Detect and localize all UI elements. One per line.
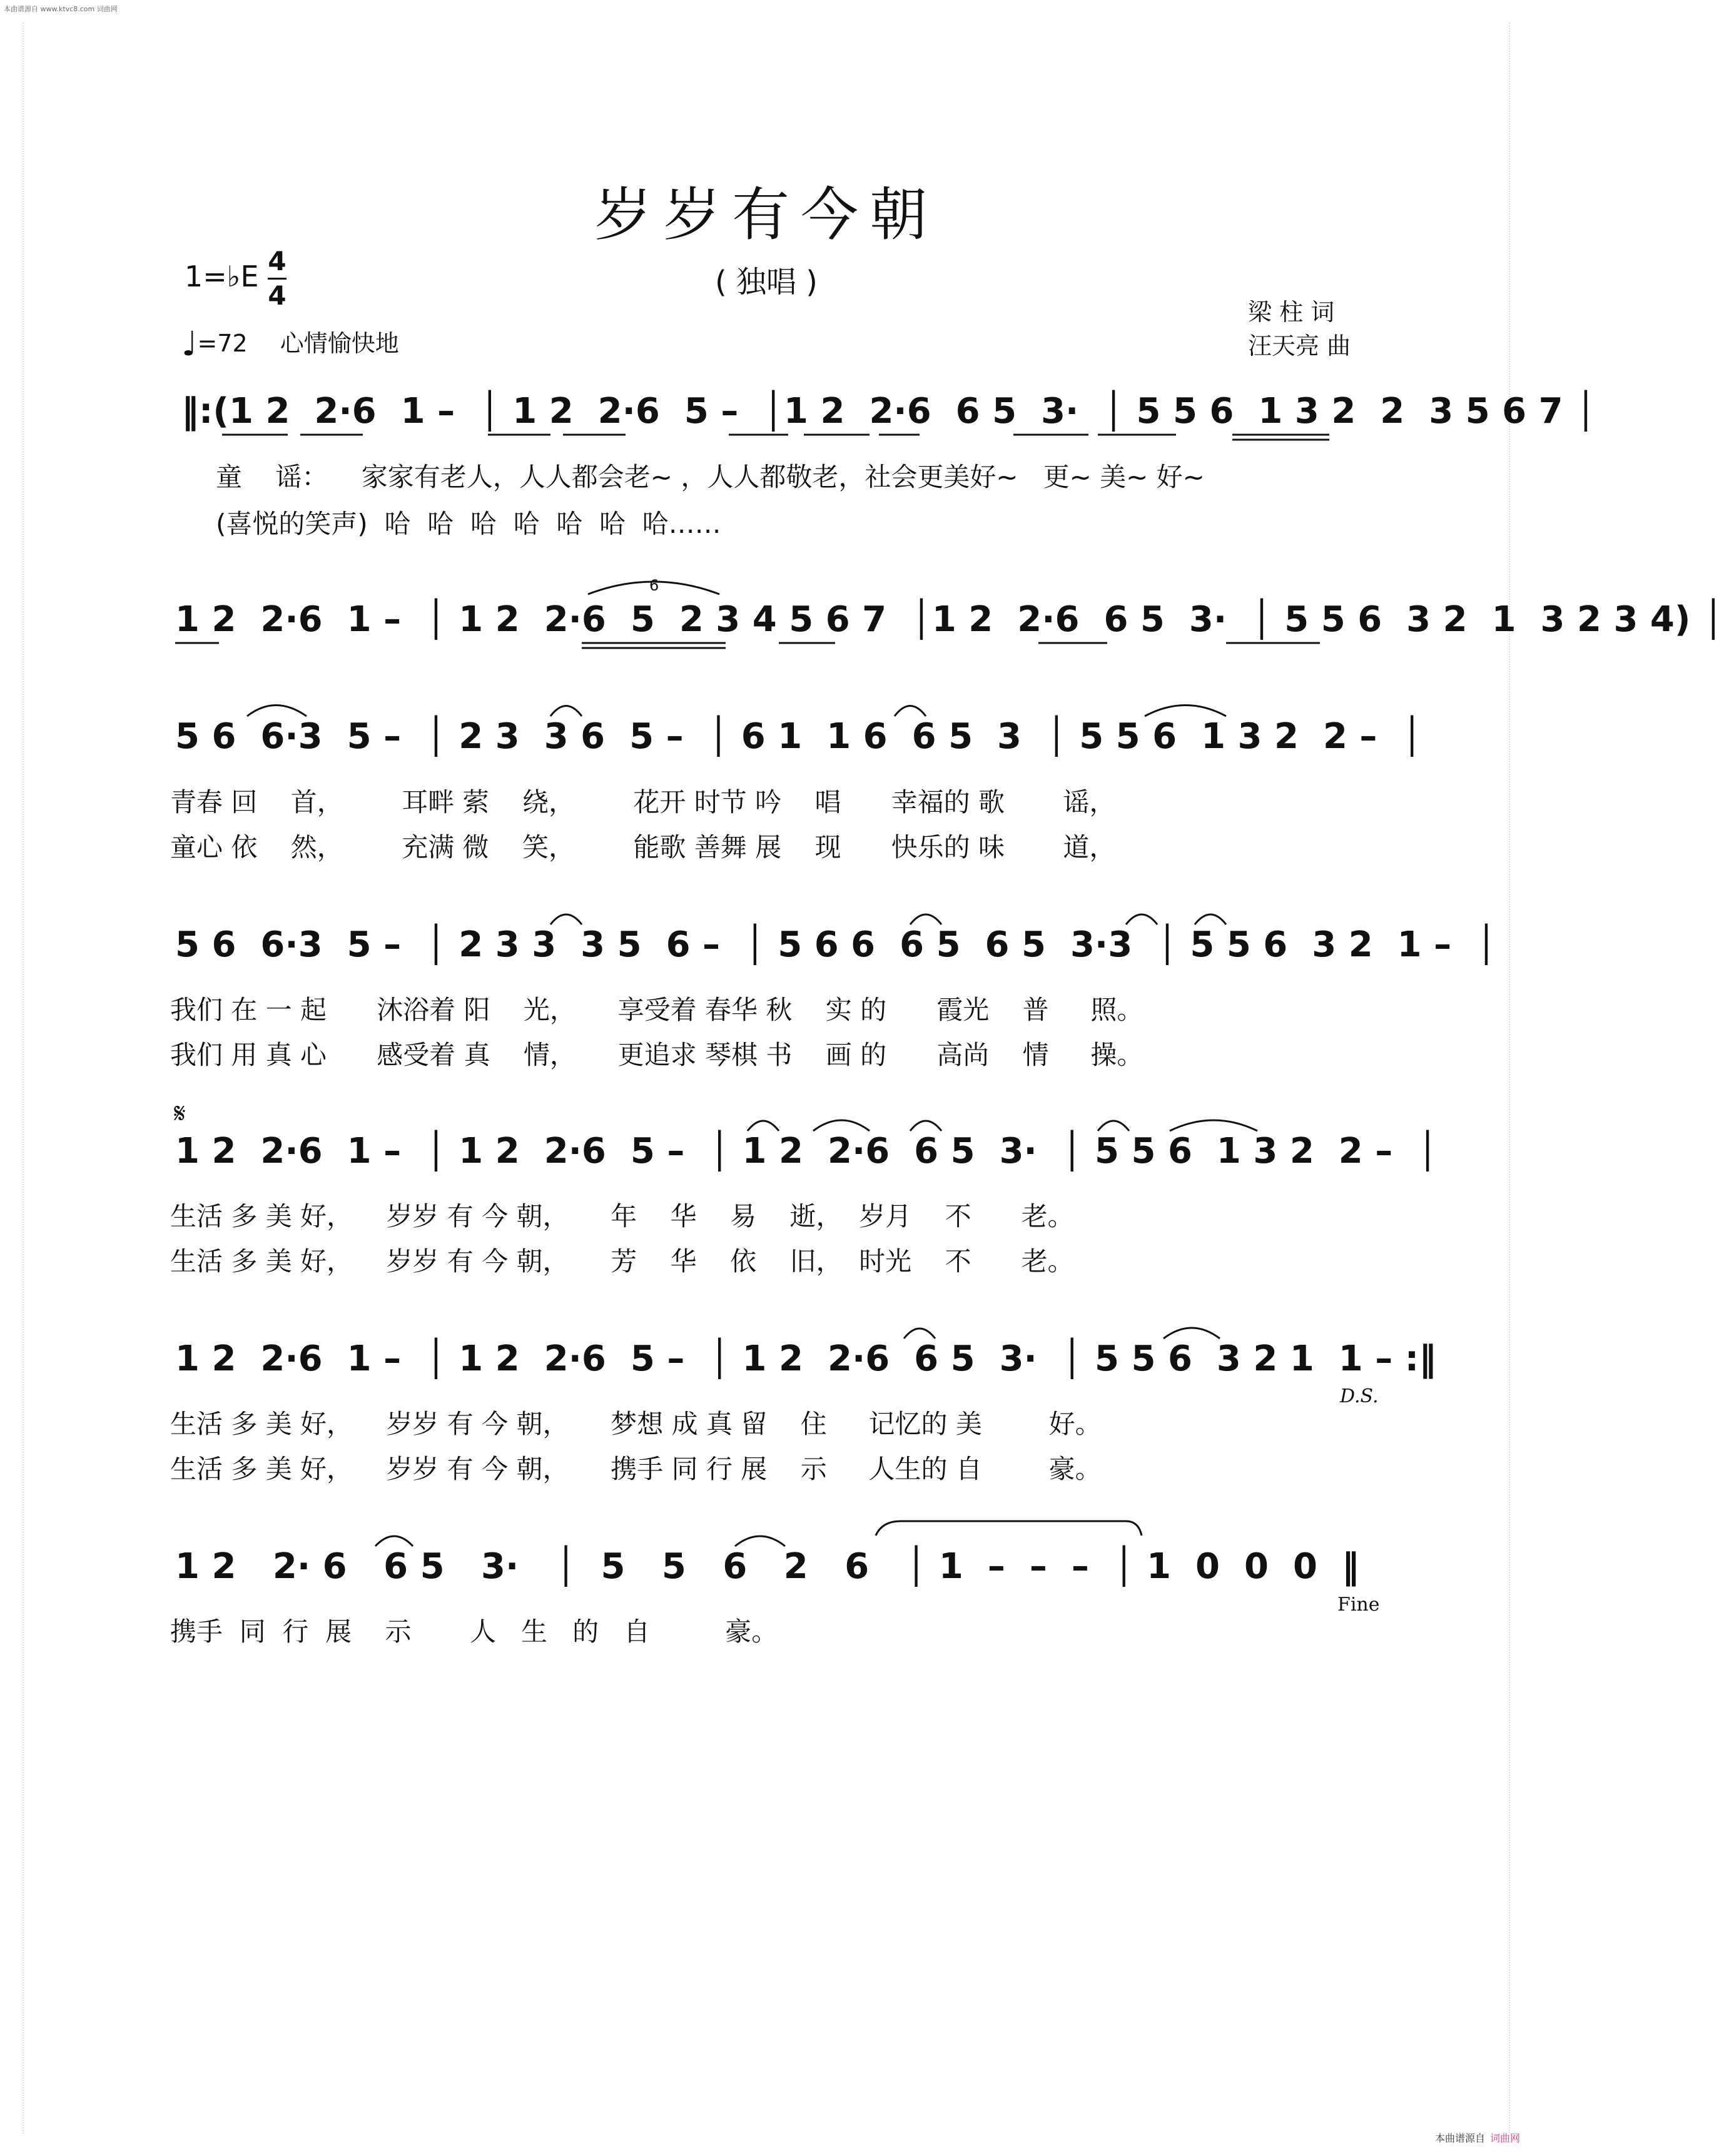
composer: 汪天亮 曲 [1248,332,1351,360]
expression-text: 心情愉快地 [280,330,399,357]
time-signature-top: 4 [268,246,286,276]
system-7-notes: 1 2 2· 6 6 5 3· │ 5 5 6 2 6 │ 1 – – – │ 1 0 0 0 ‖ [175,1546,1359,1587]
system-3-lyric-1: 青春 回 首， 耳畔 萦 绕， 花开 时节 吟 唱 幸福的 歌 谣， [170,787,1116,817]
system-3-notes: 5 6 6·3 5 – │ 2 3 3 6 5 – │ 6 1 1 6 6 5 3 │ 5 5 6 1 3 2 2 – │ [175,716,1423,757]
system-3-lyric-2: 童心 依 然， 充满 微 笑， 能歌 善舞 展 现 快乐的 味 道， [170,832,1116,863]
system-1-lyric-1: 童 谣： 家家有老人，人人都会老~ ，人人都敬老，社会更美好~ 更~ 美~ 好~ [216,462,1205,492]
system-1-notes: ‖:(1 2 2·6 1 – │ 1 2 2·6 5 – │1 2 2·6 6 5 3· │ 5 5 6 1 3 2 2 3 5 6 7 │ [181,391,1596,432]
system-1-lyric-2: (喜悦的笑声) 哈 哈 哈 哈 哈 哈 哈…… [216,509,721,539]
system-6-lyric-1: 生活 多 美 好， 岁岁 有 今 朝， 梦想 成 真 留 住 记忆的 美 好。 [170,1409,1102,1439]
lyricist: 梁 柱 词 [1248,298,1335,326]
song-subtitle: ( 独唱 ) [715,265,818,300]
song-title: 岁岁有今朝 [594,181,938,248]
tuplet-number: 6 [649,577,659,594]
system-2-notes: 1 2 2·6 1 – │ 1 2 2·6 5 2 3 4 5 6 7 │1 2 2·6 6 5 3· │ 5 5 6 3 2 1 3 2 3 4) │ [175,599,1724,640]
system-4-notes: 5 6 6·3 5 – │ 2 3 3 3 5 6 – │ 5 6 6 6 5 6 5 3·3 │ 5 5 6 3 2 1 – │ [175,924,1497,965]
system-5-notes: 1 2 2·6 1 – │ 1 2 2·6 5 – │ 1 2 2·6 6 5 3· │ 5 5 6 1 3 2 2 – │ [175,1131,1438,1172]
tempo-value: =72 [197,330,248,357]
system-5-lyric-1: 生活 多 美 好， 岁岁 有 今 朝， 年 华 易 逝， 岁月 不 老。 [170,1201,1074,1232]
quarter-note-icon: ♩ [181,324,198,363]
watermark-source: 本曲谱源自 [1434,2132,1485,2144]
system-7-lyric-1: 携手 同 行 展 示 人 生 的 自 豪。 [170,1616,778,1647]
fine-mark: Fine [1337,1594,1380,1616]
time-signature-bottom: 4 [268,280,286,311]
watermark-top: 本曲谱源自 www.ktvc8.com 词曲网 [4,5,118,13]
system-4-lyric-2: 我们 用 真 心 感受着 真 情， 更追求 琴棋 书 画 的 高尚 情 操。 [170,1040,1143,1070]
watermark-site: 词曲网 [1489,2132,1520,2144]
underlines [175,435,1329,648]
key-signature: 1=♭E [185,260,259,293]
system-4-lyric-1: 我们 在 一 起 沐浴着 阳 光， 享受着 春华 秋 实 的 霞光 普 照。 [170,994,1143,1025]
ds-mark: D.S. [1340,1385,1379,1407]
slurs [247,582,1257,1546]
system-6-notes: 1 2 2·6 1 – │ 1 2 2·6 5 – │ 1 2 2·6 6 5 3· │ 5 5 6 3 2 1 1 – :‖ [175,1339,1437,1379]
segno-sign: 𝄋 [174,1098,186,1130]
system-5-lyric-2: 生活 多 美 好， 岁岁 有 今 朝， 芳 华 依 旧， 时光 不 老。 [170,1246,1074,1277]
system-6-lyric-2: 生活 多 美 好， 岁岁 有 今 朝， 携手 同 行 展 示 人生的 自 豪。 [170,1454,1102,1484]
